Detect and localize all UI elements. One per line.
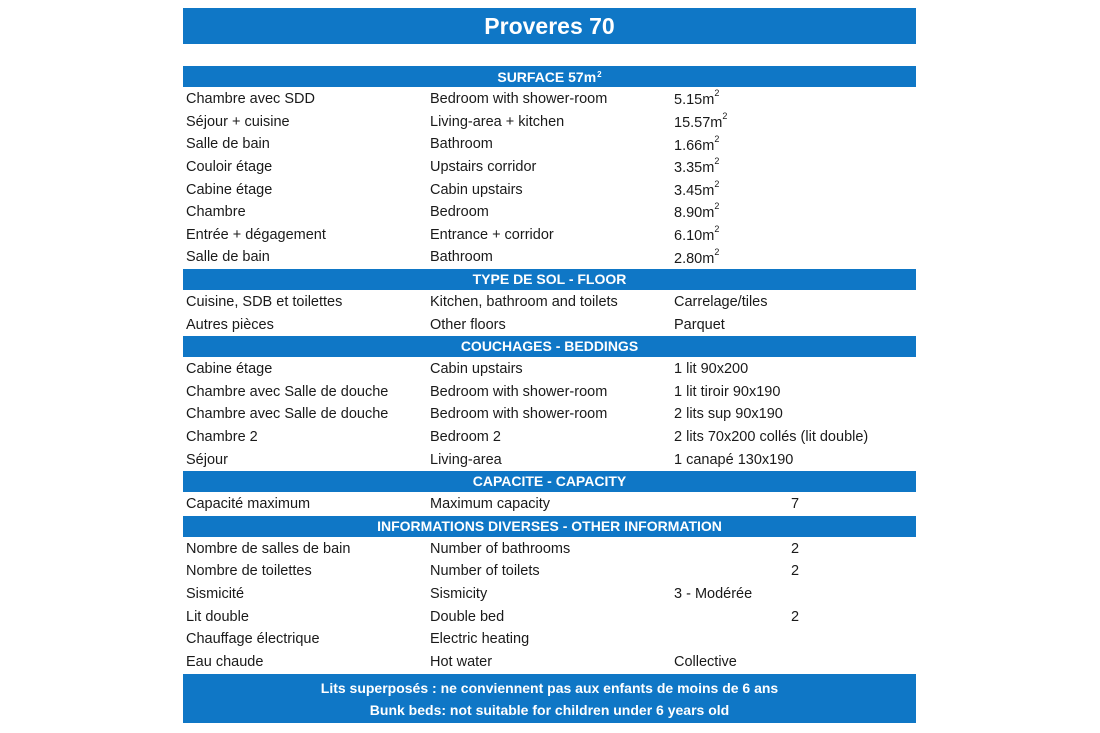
value-cell	[674, 563, 916, 579]
value-superscript: 2	[714, 156, 720, 167]
value-superscript: 2	[714, 178, 720, 189]
value-cell	[674, 541, 916, 557]
value-superscript: 2	[714, 246, 720, 257]
value-text: 3.45m	[674, 182, 715, 199]
section-header	[183, 269, 916, 291]
label-english: Bedroom	[430, 204, 489, 221]
value-text: 8.90m	[674, 205, 715, 222]
value-superscript: 2	[722, 110, 728, 121]
table-row	[183, 358, 916, 381]
value-text: 2	[790, 540, 800, 557]
value-text: 1.66m	[674, 137, 715, 154]
section-header	[183, 471, 916, 493]
value-cell	[674, 110, 916, 131]
value-text: 2	[790, 608, 800, 625]
value-text: 7	[790, 496, 800, 513]
label-english: Double bed	[430, 608, 505, 625]
value-text: 1 canapé 130x190	[674, 451, 794, 468]
table-row	[183, 111, 916, 134]
value-text: Parquet	[674, 316, 725, 333]
label-english: Living-area + kitchen	[430, 113, 565, 130]
value-cell	[674, 90, 916, 108]
section-header	[183, 516, 916, 538]
value-cell	[674, 203, 916, 221]
footer-line-en: Bunk beds: not suitable for children under 6 years old	[369, 702, 730, 719]
label-english: Bedroom 2	[430, 429, 501, 446]
table-row	[183, 448, 916, 471]
label-english: Hot water	[430, 653, 493, 670]
value-text: 1 lit 90x200	[674, 361, 749, 378]
table-row	[183, 201, 916, 224]
label-english: Other floors	[430, 316, 506, 333]
label-english: Number of bathrooms	[430, 540, 571, 557]
value-text: Carrelage/tiles	[674, 294, 768, 311]
label-english: Entrance + corridor	[430, 226, 554, 243]
value-cell	[674, 246, 916, 267]
value-text: 3.35m	[674, 159, 715, 176]
label-english: Electric heating	[430, 631, 530, 648]
value-cell	[674, 361, 916, 377]
table-row	[183, 88, 916, 111]
value-cell	[674, 158, 916, 176]
section-header-label: COUCHAGES - BEDDINGS	[460, 338, 639, 355]
label-french: Salle de bain	[186, 136, 270, 153]
table-row	[183, 493, 916, 516]
label-french: Chauffage électrique	[186, 631, 320, 648]
value-cell	[674, 178, 916, 199]
footer-warning	[183, 674, 916, 723]
value-cell	[674, 609, 916, 625]
label-french: Salle de bain	[186, 249, 270, 266]
value-cell	[674, 317, 916, 333]
table-row	[183, 403, 916, 426]
value-cell	[674, 384, 916, 400]
section-header-label: TYPE DE SOL - FLOOR	[472, 271, 627, 288]
value-cell	[674, 223, 916, 244]
table-row	[183, 628, 916, 651]
label-english: Cabin upstairs	[430, 361, 523, 378]
label-english: Sismicity	[430, 585, 488, 602]
label-french: Autres pièces	[186, 316, 274, 333]
label-english: Upstairs corridor	[430, 159, 537, 176]
table-row	[183, 291, 916, 314]
label-french: Capacité maximum	[186, 496, 311, 513]
table-row	[183, 650, 916, 673]
value-text: 6.10m	[674, 227, 715, 244]
value-text: 15.57m	[674, 114, 723, 131]
value-superscript: 2	[714, 133, 720, 144]
section-header	[183, 336, 916, 358]
section-header-superscript: 2	[597, 70, 602, 79]
page-title: Proveres 70	[183, 8, 916, 44]
label-french: Cabine étage	[186, 181, 273, 198]
value-superscript: 2	[714, 88, 720, 99]
table-row	[183, 538, 916, 561]
label-english: Bathroom	[430, 136, 493, 153]
table-row	[183, 133, 916, 156]
label-french: Entrée + dégagement	[186, 226, 326, 243]
value-cell	[674, 133, 916, 154]
value-text: 5.15m	[674, 92, 715, 109]
label-french: Chambre	[186, 204, 246, 221]
section-header	[183, 66, 916, 88]
table-row	[183, 560, 916, 583]
label-english: Cabin upstairs	[430, 181, 523, 198]
label-french: Chambre 2	[186, 429, 258, 446]
label-french: Chambre avec Salle de douche	[186, 406, 389, 423]
value-cell	[674, 496, 916, 512]
table-row	[183, 313, 916, 336]
table-row	[183, 426, 916, 449]
table-row	[183, 583, 916, 606]
label-french: Séjour	[186, 451, 228, 468]
value-cell	[674, 654, 916, 670]
value-text: 3 - Modérée	[674, 585, 753, 602]
label-french: Nombre de toilettes	[186, 563, 312, 580]
value-cell	[674, 429, 916, 445]
table-row	[183, 605, 916, 628]
label-english: Bedroom with shower-room	[430, 383, 608, 400]
table-row	[183, 224, 916, 247]
label-english: Living-area	[430, 451, 502, 468]
table-row	[183, 178, 916, 201]
label-english: Kitchen, bathroom and toilets	[430, 294, 618, 311]
value-text: 2	[790, 563, 800, 580]
property-sheet	[183, 8, 916, 723]
value-text: 2 lits sup 90x190	[674, 406, 783, 423]
label-french: Cabine étage	[186, 361, 273, 378]
label-english: Maximum capacity	[430, 496, 551, 513]
label-french: Chambre avec Salle de douche	[186, 383, 389, 400]
section-header-label: SURFACE 57m	[497, 68, 597, 85]
section-header-label: INFORMATIONS DIVERSES - OTHER INFORMATION	[377, 518, 722, 534]
label-french: Lit double	[186, 608, 249, 625]
footer-line-fr: Lits superposés : ne conviennent pas aux enfants de moins de 6 ans	[320, 680, 779, 697]
value-cell	[674, 294, 916, 310]
label-french: Nombre de salles de bain	[186, 540, 351, 557]
table-row	[183, 381, 916, 404]
label-french: Sismicité	[186, 585, 245, 602]
spacer	[183, 44, 916, 66]
value-text: Collective	[674, 653, 737, 670]
value-cell	[674, 406, 916, 422]
label-french: Couloir étage	[186, 159, 273, 176]
label-english: Bedroom with shower-room	[430, 91, 608, 108]
section-header-label: CAPACITE - CAPACITY	[472, 473, 627, 490]
label-french: Séjour + cuisine	[186, 113, 290, 130]
table-row	[183, 246, 916, 269]
label-french: Eau chaude	[186, 653, 264, 670]
value-superscript: 2	[714, 223, 720, 234]
value-text: 2 lits 70x200 collés (lit double)	[674, 429, 869, 446]
sections-container	[183, 66, 916, 673]
value-text: 1 lit tiroir 90x190	[674, 383, 781, 400]
label-english: Bathroom	[430, 249, 493, 266]
value-text: 2.80m	[674, 250, 715, 267]
table-row	[183, 156, 916, 179]
label-french: Chambre avec SDD	[186, 91, 315, 108]
value-cell	[674, 586, 916, 602]
label-french: Cuisine, SDB et toilettes	[186, 294, 343, 311]
value-cell	[674, 452, 916, 468]
label-english: Number of toilets	[430, 563, 540, 580]
value-superscript: 2	[714, 201, 720, 212]
label-english: Bedroom with shower-room	[430, 406, 608, 423]
